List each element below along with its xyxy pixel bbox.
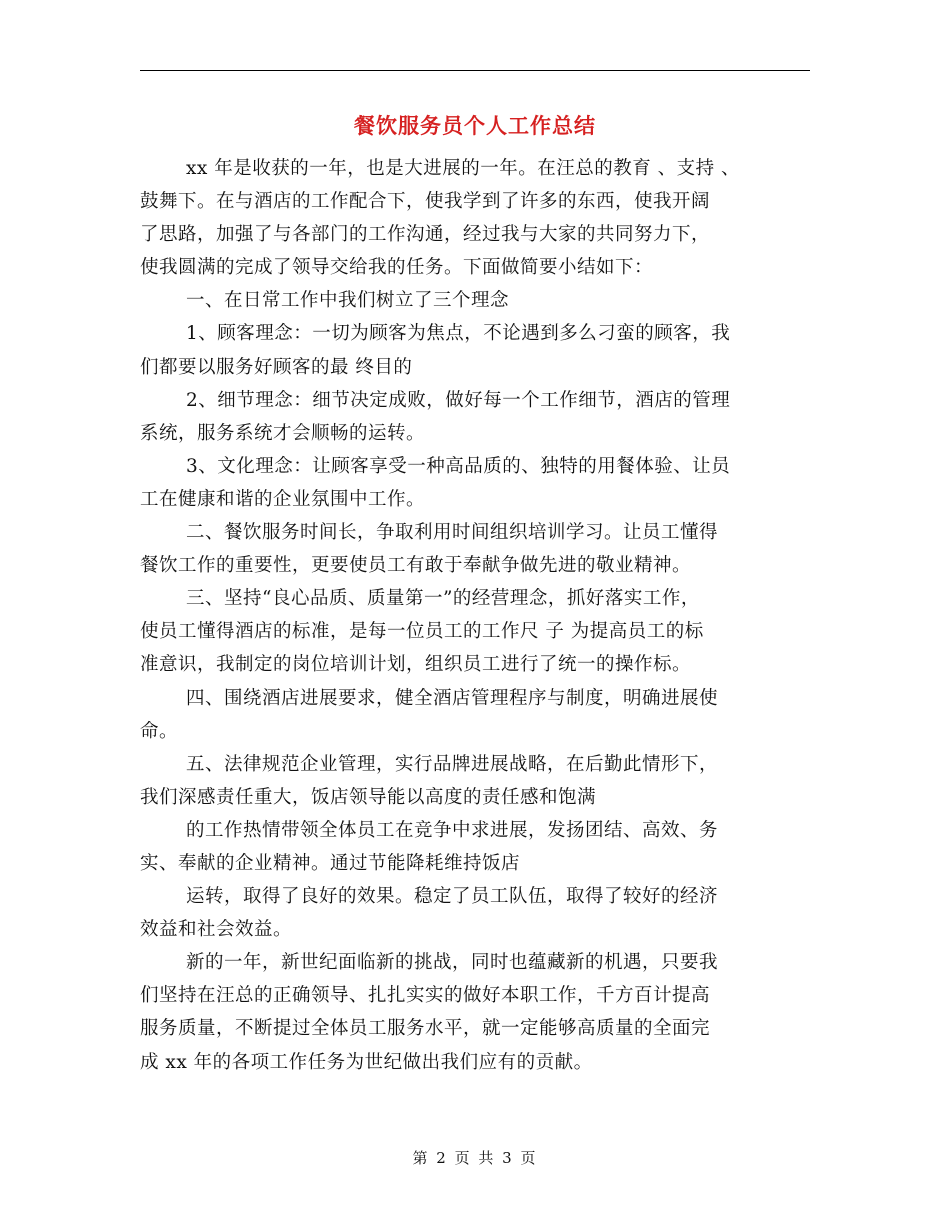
body-line: 使我圆满的完成了领导交给我的任务。下面做简要小结如下：	[140, 257, 654, 279]
body-line: 实、奉献的企业精神。通过节能降耗维持饭店	[140, 852, 521, 874]
body-line: xx 年是收获的一年，也是大进展的一年。在汪总的教育 、支持 、	[186, 158, 741, 179]
body-line: 系统，服务系统才会顺畅的运转。	[140, 422, 426, 444]
body-line: 命。	[140, 720, 179, 742]
body-line: 三、坚持“良心品质、质量第一”的经营理念，抓好落实工作，	[186, 588, 700, 610]
body-line: 二、餐饮服务时间长，争取利用时间组织培训学习。让员工懂得	[186, 522, 719, 544]
body-line: 服务质量，不断提过全体员工服务水平，就一定能够高质量的全面完	[140, 1018, 711, 1040]
body-line: 一、在日常工作中我们树立了三个理念	[186, 290, 510, 312]
page-number-footer: 第 2 页 共 3 页	[412, 1149, 538, 1167]
body-line: 2、细节理念：细节决定成败，做好每一个工作细节，酒店的管理	[186, 389, 731, 411]
body-line: 五、法律规范企业管理，实行品牌进展战略，在后勤此情形下，	[186, 753, 719, 775]
body-line: 鼓舞下。在与酒店的工作配合下，使我学到了许多的东西，使我开阔	[140, 191, 711, 213]
body-line: 1、顾客理念：一切为顾客为焦点，不论遇到多么刁蛮的顾客，我	[186, 323, 731, 345]
body-line: 们都要以服务好顾客的最 终目的	[140, 356, 413, 378]
body-line: 了思路，加强了与各部门的工作沟通，经过我与大家的共同努力下，	[140, 224, 711, 246]
body-line: 效益和社会效益。	[140, 919, 293, 941]
header-rule	[140, 70, 810, 71]
body-line: 工在健康和谐的企业氛围中工作。	[140, 488, 426, 510]
body-line: 的工作热情带领全体员工在竞争中求进展，发扬团结、高效、务	[186, 819, 719, 841]
body-line: 运转，取得了良好的效果。稳定了员工队伍，取得了较好的经济	[186, 886, 719, 908]
body-line: 3、文化理念：让顾客享受一种高品质的、独特的用餐体验、让员	[186, 455, 731, 477]
body-line: 成 xx 年的各项工作任务为世纪做出我们应有的贡献。	[140, 1051, 593, 1073]
body-line: 我们深感责任重大，饭店领导能以高度的责任感和饱满	[140, 786, 597, 808]
document-title: 餐饮服务员个人工作总结	[354, 114, 596, 138]
body-line: 们坚持在汪总的正确领导、扎扎实实的做好本职工作，千方百计提高	[140, 985, 711, 1007]
body-line: 四、围绕酒店进展要求，健全酒店管理程序与制度，明确进展使	[186, 687, 719, 709]
body-line: 餐饮工作的重要性，更要使员工有敢于奉献争做先进的敬业精神。	[140, 555, 692, 577]
document-body	[140, 152, 810, 1079]
body-line: 使员工懂得酒店的标准，是每一位员工的工作尺 子 为提高员工的标	[140, 621, 704, 643]
body-line: 准意识，我制定的岗位培训计划，组织员工进行了统一的操作标。	[140, 654, 692, 676]
body-line: 新的一年，新世纪面临新的挑战，同时也蕴藏新的机遇，只要我	[186, 952, 719, 974]
